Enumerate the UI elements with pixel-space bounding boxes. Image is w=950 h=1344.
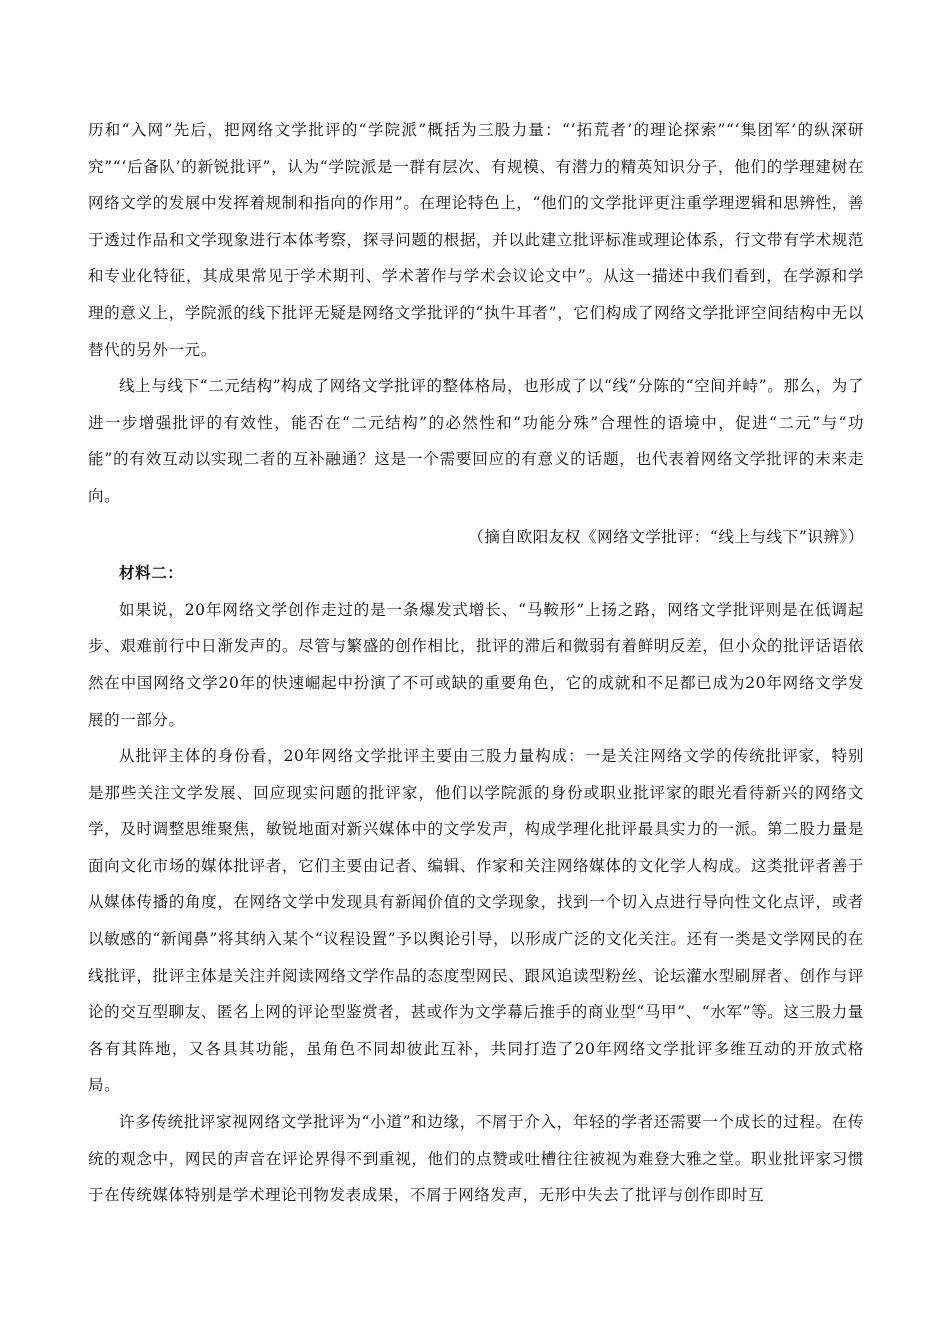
document-page: [88, 112, 864, 1214]
material1-paragraph-1: 历和“入网”先后，把网络文学批评的“学院派”概括为三股力量：“‘拓荒者’的理论探索”“‘集团军’的纵深研究”“‘后备队’的新锐批评”，认为“学院派是一群有层次、有规模、有潜力的精英知识分子，他们的学理建树在网络文学的发展中发挥着规制和指向的作用”。在理论特色上，“他们的文学批评更注重学理逻辑和思辨性，善于透过作品和文学现象进行本体考察，探寻问题的根据，并以此建立批评标准或理论体系，行文带有学术规范和专业化特征，其成果常见于学术期刊、学术著作与学术会议论文中”。从这一描述中我们看到，在学源和学理的意义上，学院派的线下批评无疑是网络文学批评的“执牛耳者”，它们构成了网络文学批评空间结构中无以替代的另外一元。: [88, 121, 864, 359]
material2-paragraph-1: 如果说，20年网络文学创作走过的是一条爆发式增长、“马鞍形”上扬之路，网络文学批评则是在低调起步、艰难前行中日渐发声的。尽管与繁盛的创作相比，批评的滞后和微弱有着鲜明反差，但小众的批评话语依然在中国网络文学20年的快速崛起中扮演了不可或缺的重要角色，它的成就和不足都已成为20年网络文学发展的一部分。: [88, 600, 864, 729]
material1-paragraph-2: 线上与线下“二元结构”构成了网络文学批评的整体格局，也形成了以“线”分陈的“空间并峙”。那么，为了进一步增强批评的有效性，能否在“二元结构”的必然性和“功能分殊”合理性的语境中，促进“二元”与“功能”的有效互动以实现二者的互补融通？这是一个需要回应的有意义的话题，也代表着网络文学批评的未来走向。: [88, 377, 864, 505]
material2-heading: 材料二：: [119, 564, 184, 583]
material1-source-citation: （摘自欧阳友权《网络文学批评：“线上与线下”识辨》）: [468, 527, 864, 546]
material2-paragraph-3: 许多传统批评家视网络文学批评为“小道”和边缘，不屑于介入，年轻的学者还需要一个成长的过程。在传统的观念中，网民的声音在评论界得不到重视，他们的点赞或吐槽往往被视为难登大雅之堂。职业批评家习惯于在传统媒体特别是学术理论刊物发表成果，不屑于网络发声，无形中失去了批评与创作即时互: [88, 1113, 864, 1205]
material2-paragraph-2: 从批评主体的身份看，20年网络文学批评主要由三股力量构成：一是关注网络文学的传统批评家，特别是那些关注文学发展、回应现实问题的批评家，他们以学院派的身份或职业批评家的眼光看待新兴的网络文学，及时调整思维聚焦，敏锐地面对新兴媒体中的文学发声，构成学理化批评最具实力的一派。第二股力量是面向文化市场的媒体批评者，它们主要由记者、编辑、作家和关注网络媒体的文化学人构成。这类批评者善于从媒体传播的角度，在网络文学中发现具有新闻价值的文学现象，找到一个切入点进行导向性文化点评，或者以敏感的“新闻鼻”将其纳入某个“议程设置”予以舆论引导，以形成广泛的文化关注。还有一类是文学网民的在线批评，批评主体是关注并阅读网络文学作品的态度型网民、跟风追读型粉丝、论坛灌水型刷屏者、创作与评论的交互型聊友、匿名上网的评论型鉴赏者，甚或作为文学幕后推手的商业型“马甲”、“水军”等。这三股力量各有其阵地，又各具其功能，虽角色不同却彼此互补，共同打造了20年网络文学批评多维互动的开放式格局。: [88, 747, 864, 1095]
